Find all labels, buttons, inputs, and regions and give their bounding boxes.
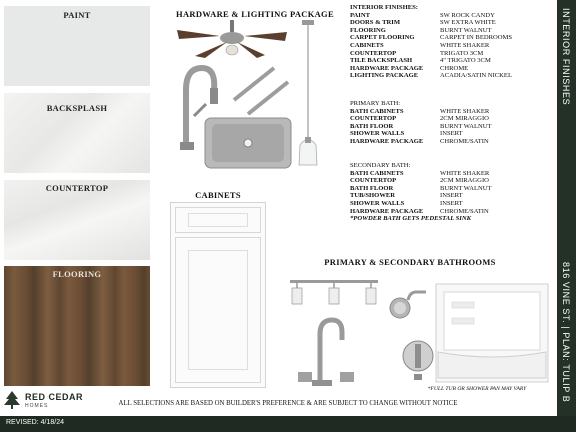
- spec-row: BATH CABINETS WHITE SHAKER: [350, 169, 490, 177]
- tub-shower-insert-image: [432, 282, 552, 384]
- cabinet-pulls-image: [228, 62, 292, 116]
- flooring-label: FLOORING: [52, 269, 102, 279]
- flooring-swatch: [4, 266, 150, 386]
- interior-heading: INTERIOR FINISHES:: [350, 4, 418, 11]
- spec-row: DOORS & TRIM SW EXTRA WHITE: [350, 19, 496, 27]
- spec-row: LIGHTING PACKAGE ACADIA/SATIN NICKEL: [350, 72, 512, 80]
- logo-sub: HOMES: [25, 403, 49, 409]
- secondary-bath-spec: [350, 162, 492, 223]
- logo-name: RED CEDAR: [25, 392, 84, 402]
- spec-row: COUNTERTOP TRIGATO 3CM: [350, 49, 484, 57]
- disclaimer: ALL SELECTIONS ARE BASED ON BUILDER'S PREFERENCE & ARE SUBJECT TO CHANGE WITHOUT NOTICE: [118, 400, 458, 407]
- interior-finishes-spec: [350, 4, 512, 80]
- spec-row: BATH FLOOR BURNT WALNUT: [350, 184, 492, 192]
- spec-row: CABINETS WHITE SHAKER: [350, 41, 490, 49]
- primary-bath-spec: [350, 100, 492, 146]
- spec-row: SHOWER WALLS INSERT: [350, 130, 463, 138]
- spec-row: TILE BACKSPLASH 4" TRIGATO 3CM: [350, 57, 491, 65]
- spec-row: TUB/SHOWER INSERT: [350, 192, 463, 200]
- spec-row: BATH FLOOR BURNT WALNUT: [350, 122, 492, 130]
- spec-row: COUNTERTOP 2CM MIRAGGIO: [350, 177, 489, 185]
- tub-note: *FULL TUB OR SHOWER PAN MAY VARY: [427, 386, 527, 392]
- spec-row: COUNTERTOP 2CM MIRAGGIO: [350, 115, 489, 123]
- spec-row: PAINT SW ROCK CANDY: [350, 11, 495, 19]
- cabinets-title: CABINETS: [195, 190, 241, 200]
- powder-bath-note: *POWDER BATH GETS PEDESTAL SINK: [350, 215, 472, 223]
- spec-row: HARDWARE PACKAGE CHROME: [350, 64, 469, 72]
- spec-row: FLOORING BURNT WALNUT: [350, 26, 492, 34]
- footer-bar: [0, 416, 576, 432]
- countertop-swatch: [4, 180, 150, 260]
- revised-date: REVISED: 4/18/24: [6, 419, 64, 426]
- paint-label: PAINT: [63, 10, 91, 20]
- spec-row: BATH CABINETS WHITE SHAKER: [350, 107, 490, 115]
- kitchen-sink-image: [204, 117, 292, 169]
- backsplash-label: BACKSPLASH: [46, 103, 108, 113]
- sidebar-top-text: INTERIOR FINISHES: [561, 8, 571, 106]
- backsplash-swatch: [4, 93, 150, 173]
- spec-row: HARDWARE PACKAGE CHROME/SATIN: [350, 137, 489, 145]
- countertop-label: COUNTERTOP: [45, 183, 109, 193]
- right-sidebar: [557, 0, 576, 416]
- primary-bath-heading: PRIMARY BATH:: [350, 100, 401, 107]
- bathrooms-title: PRIMARY & SECONDARY BATHROOMS: [324, 257, 496, 267]
- spec-row: CARPET FLOORING CARPET IN BEDROOMS: [350, 34, 513, 42]
- cabinet-image: [170, 202, 266, 388]
- paint-swatch: [4, 6, 150, 86]
- vanity-light-image: [284, 276, 384, 310]
- spec-row: SHOWER WALLS INSERT: [350, 199, 463, 207]
- secondary-bath-heading: SECONDARY BATH:: [350, 162, 411, 169]
- cabinet-drawer: [175, 207, 261, 233]
- cabinet-door: [175, 237, 261, 383]
- sidebar-bottom-text: 816 VINE ST. | PLAN: TULIP B: [561, 262, 571, 403]
- shower-head-image: [386, 288, 428, 324]
- hardware-lighting-title: HARDWARE & LIGHTING PACKAGE: [176, 9, 334, 19]
- bath-faucet-image: [296, 314, 358, 388]
- pendant-light-image: [293, 20, 323, 170]
- spec-row: HARDWARE PACKAGE CHROME/SATIN: [350, 207, 489, 215]
